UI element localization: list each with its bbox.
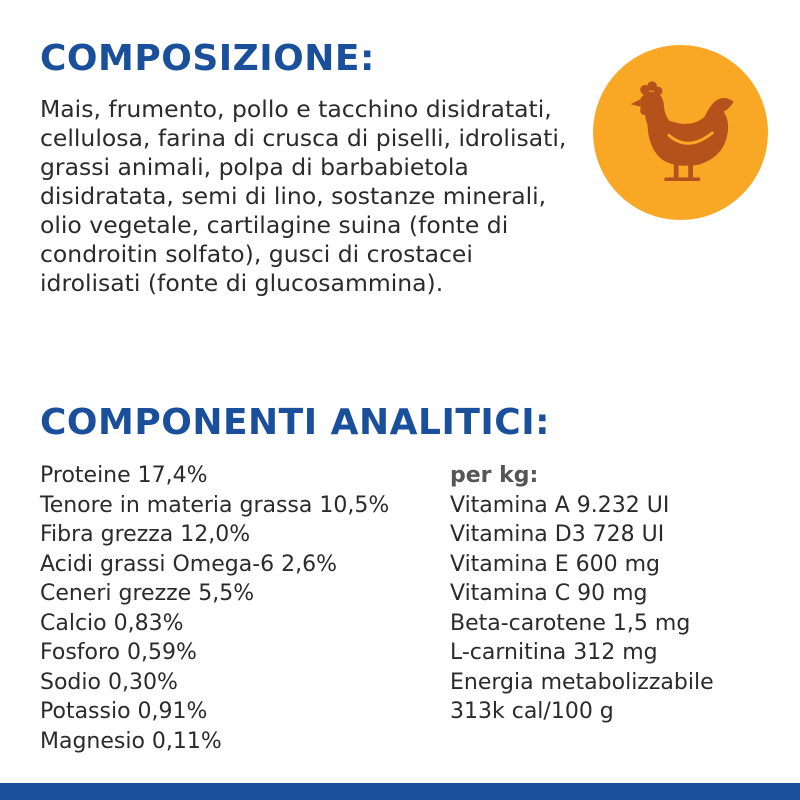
analytic-item: Ceneri grezze 5,5%: [40, 581, 255, 606]
vitamin-item: Vitamina C 90 mg: [450, 581, 648, 606]
analytic-item: Potassio 0,91%: [40, 699, 208, 724]
vitamin-item: 313k cal/100 g: [450, 699, 614, 724]
analytic-item: Acidi grassi Omega-6 2,6%: [40, 551, 338, 577]
vitamin-item: Vitamina D3 728 UI: [450, 522, 665, 547]
vitamin-item: Vitamina A 9.232 UI: [450, 492, 670, 518]
analytic-item: Magnesio 0,11%: [40, 728, 222, 754]
analytic-item: Fibra grezza 12,0%: [40, 522, 251, 547]
analytics-right-list: [450, 461, 714, 727]
footer-bar: [0, 783, 800, 800]
vitamin-item: Energia metabolizzabile: [450, 669, 714, 695]
composition-heading: COMPOSIZIONE:: [40, 38, 375, 79]
analytics-left-list: [40, 461, 389, 756]
composition-text: Mais, frumento, pollo e tacchino disidratati, cellulosa, farina di crusca di piselli, idrolisati, grassi animali, polpa di barbabietola disidratata, semi di lino, sostanze minerali, olio vegetale, cartilagine suina (fonte di condroitin solfato), gusci di crostacei idrolisati (fonte di glucosammina).: [40, 95, 567, 297]
analytic-item: Calcio 0,83%: [40, 610, 184, 636]
chicken-badge: [593, 45, 768, 220]
analytic-item: Proteine 17,4%: [40, 463, 208, 488]
chicken-icon: [621, 73, 741, 193]
analytic-item: Tenore in materia grassa 10,5%: [40, 492, 390, 518]
analytics-heading: COMPONENTI ANALITICI:: [40, 402, 551, 443]
analytic-item: Fosforo 0,59%: [40, 640, 197, 665]
per-kg-header: per kg:: [450, 463, 539, 488]
vitamin-item: Vitamina E 600 mg: [450, 551, 661, 577]
vitamin-item: L-carnitina 312 mg: [450, 640, 658, 665]
analytic-item: Sodio 0,30%: [40, 669, 178, 695]
vitamin-item: Beta-carotene 1,5 mg: [450, 610, 691, 636]
